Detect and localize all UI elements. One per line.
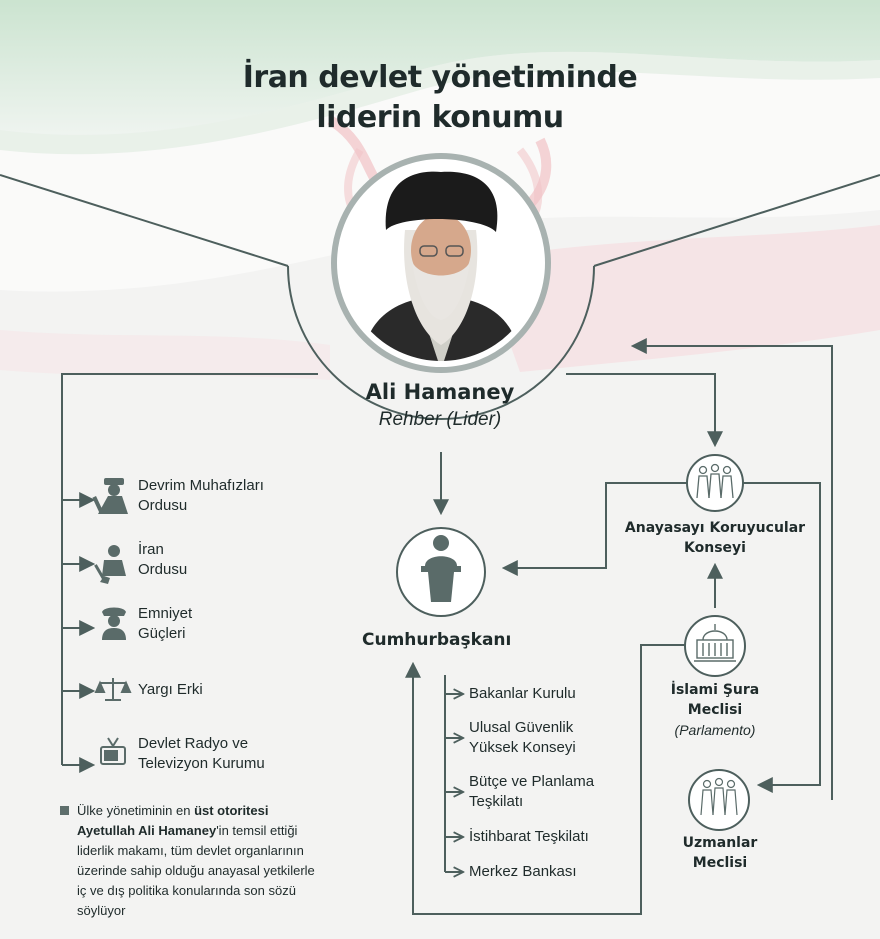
president-item-line: Bakanlar Kurulu: [469, 685, 576, 702]
president-item-intelligence: [469, 827, 589, 847]
experts-label: [660, 833, 780, 873]
parliament-icon: [685, 616, 745, 676]
left-item-line: Yargı Erki: [138, 681, 203, 698]
left-item-police: [138, 604, 192, 644]
title-line-2: liderin konumu: [316, 100, 564, 135]
left-item-line: Güçleri: [138, 625, 186, 642]
parliament-label: [655, 680, 775, 740]
note-text-line: liderlik makamı, tüm devlet organlarının: [77, 843, 304, 858]
left-item-army: [138, 540, 187, 580]
president-item-line: Bütçe ve Planlama: [469, 773, 595, 790]
parliament-line: İslami Şura: [670, 682, 760, 698]
president-label: Cumhurbaşkanı: [362, 630, 512, 650]
parliament-line: Meclisi: [687, 702, 743, 718]
leader-name: Ali Hamaney: [365, 380, 515, 404]
left-item-broadcasting: [138, 734, 265, 774]
president-item-budget: [469, 772, 594, 812]
experts-icon: [689, 770, 749, 830]
president-item-line: İstihbarat Teşkilatı: [469, 828, 589, 845]
note-bullet: [60, 806, 69, 815]
president-item-cabinet: [469, 684, 576, 704]
guardian-council-label: [615, 518, 815, 558]
note-text-bold: Ayetullah Ali Hamaney: [77, 823, 217, 838]
note-text-part: 'in temsil ettiği: [216, 823, 298, 838]
left-item-judiciary: [138, 680, 203, 700]
president-item-line: Yüksek Konseyi: [469, 739, 576, 756]
leader-role: Rehber (Lider): [378, 409, 502, 430]
president-item-central-bank: [469, 862, 577, 882]
army-icon: [94, 545, 126, 584]
left-item-line: Ordusu: [138, 561, 188, 578]
note-text-line: iç ve dış politika konularında son sözü: [77, 883, 296, 898]
parliament-sub: (Parlamento): [674, 722, 756, 738]
scales-icon: [96, 678, 130, 700]
guardian-council-line: Anayasayı Koruyucular: [624, 520, 806, 536]
page-title: [0, 58, 880, 138]
president-item-line: Merkez Bankası: [469, 863, 577, 880]
note-text-line: söylüyor: [77, 903, 126, 918]
note-text-bold: üst otoritesi: [194, 803, 269, 818]
note-text-part: Ülke yönetiminin en: [77, 803, 195, 818]
left-item-line: Devlet Radyo ve: [138, 735, 249, 752]
president-item-security-council: [469, 718, 576, 758]
president-item-line: Teşkilatı: [469, 793, 524, 810]
left-item-line: Emniyet: [138, 605, 193, 622]
experts-line: Meclisi: [692, 855, 748, 871]
title-line-1: İran devlet yönetiminde: [242, 60, 638, 95]
left-item-line: Ordusu: [138, 497, 188, 514]
note-text: [77, 801, 377, 921]
left-item-irgc: [138, 476, 264, 516]
experts-line: Uzmanlar: [682, 835, 758, 851]
podium-icon: [397, 528, 485, 616]
soldier-icon: [92, 478, 128, 514]
president-item-line: Ulusal Güvenlik: [469, 719, 574, 736]
left-item-line: İran: [138, 541, 164, 558]
note-text-line: üzerinde sahip olduğu anayasal yetkilerle: [77, 863, 315, 878]
left-item-line: Televizyon Kurumu: [138, 755, 265, 772]
left-item-line: Devrim Muhafızları: [138, 477, 264, 494]
police-icon: [102, 608, 126, 641]
tv-icon: [101, 738, 125, 764]
council-icon: [687, 455, 743, 511]
guardian-council-line: Konseyi: [684, 540, 746, 556]
